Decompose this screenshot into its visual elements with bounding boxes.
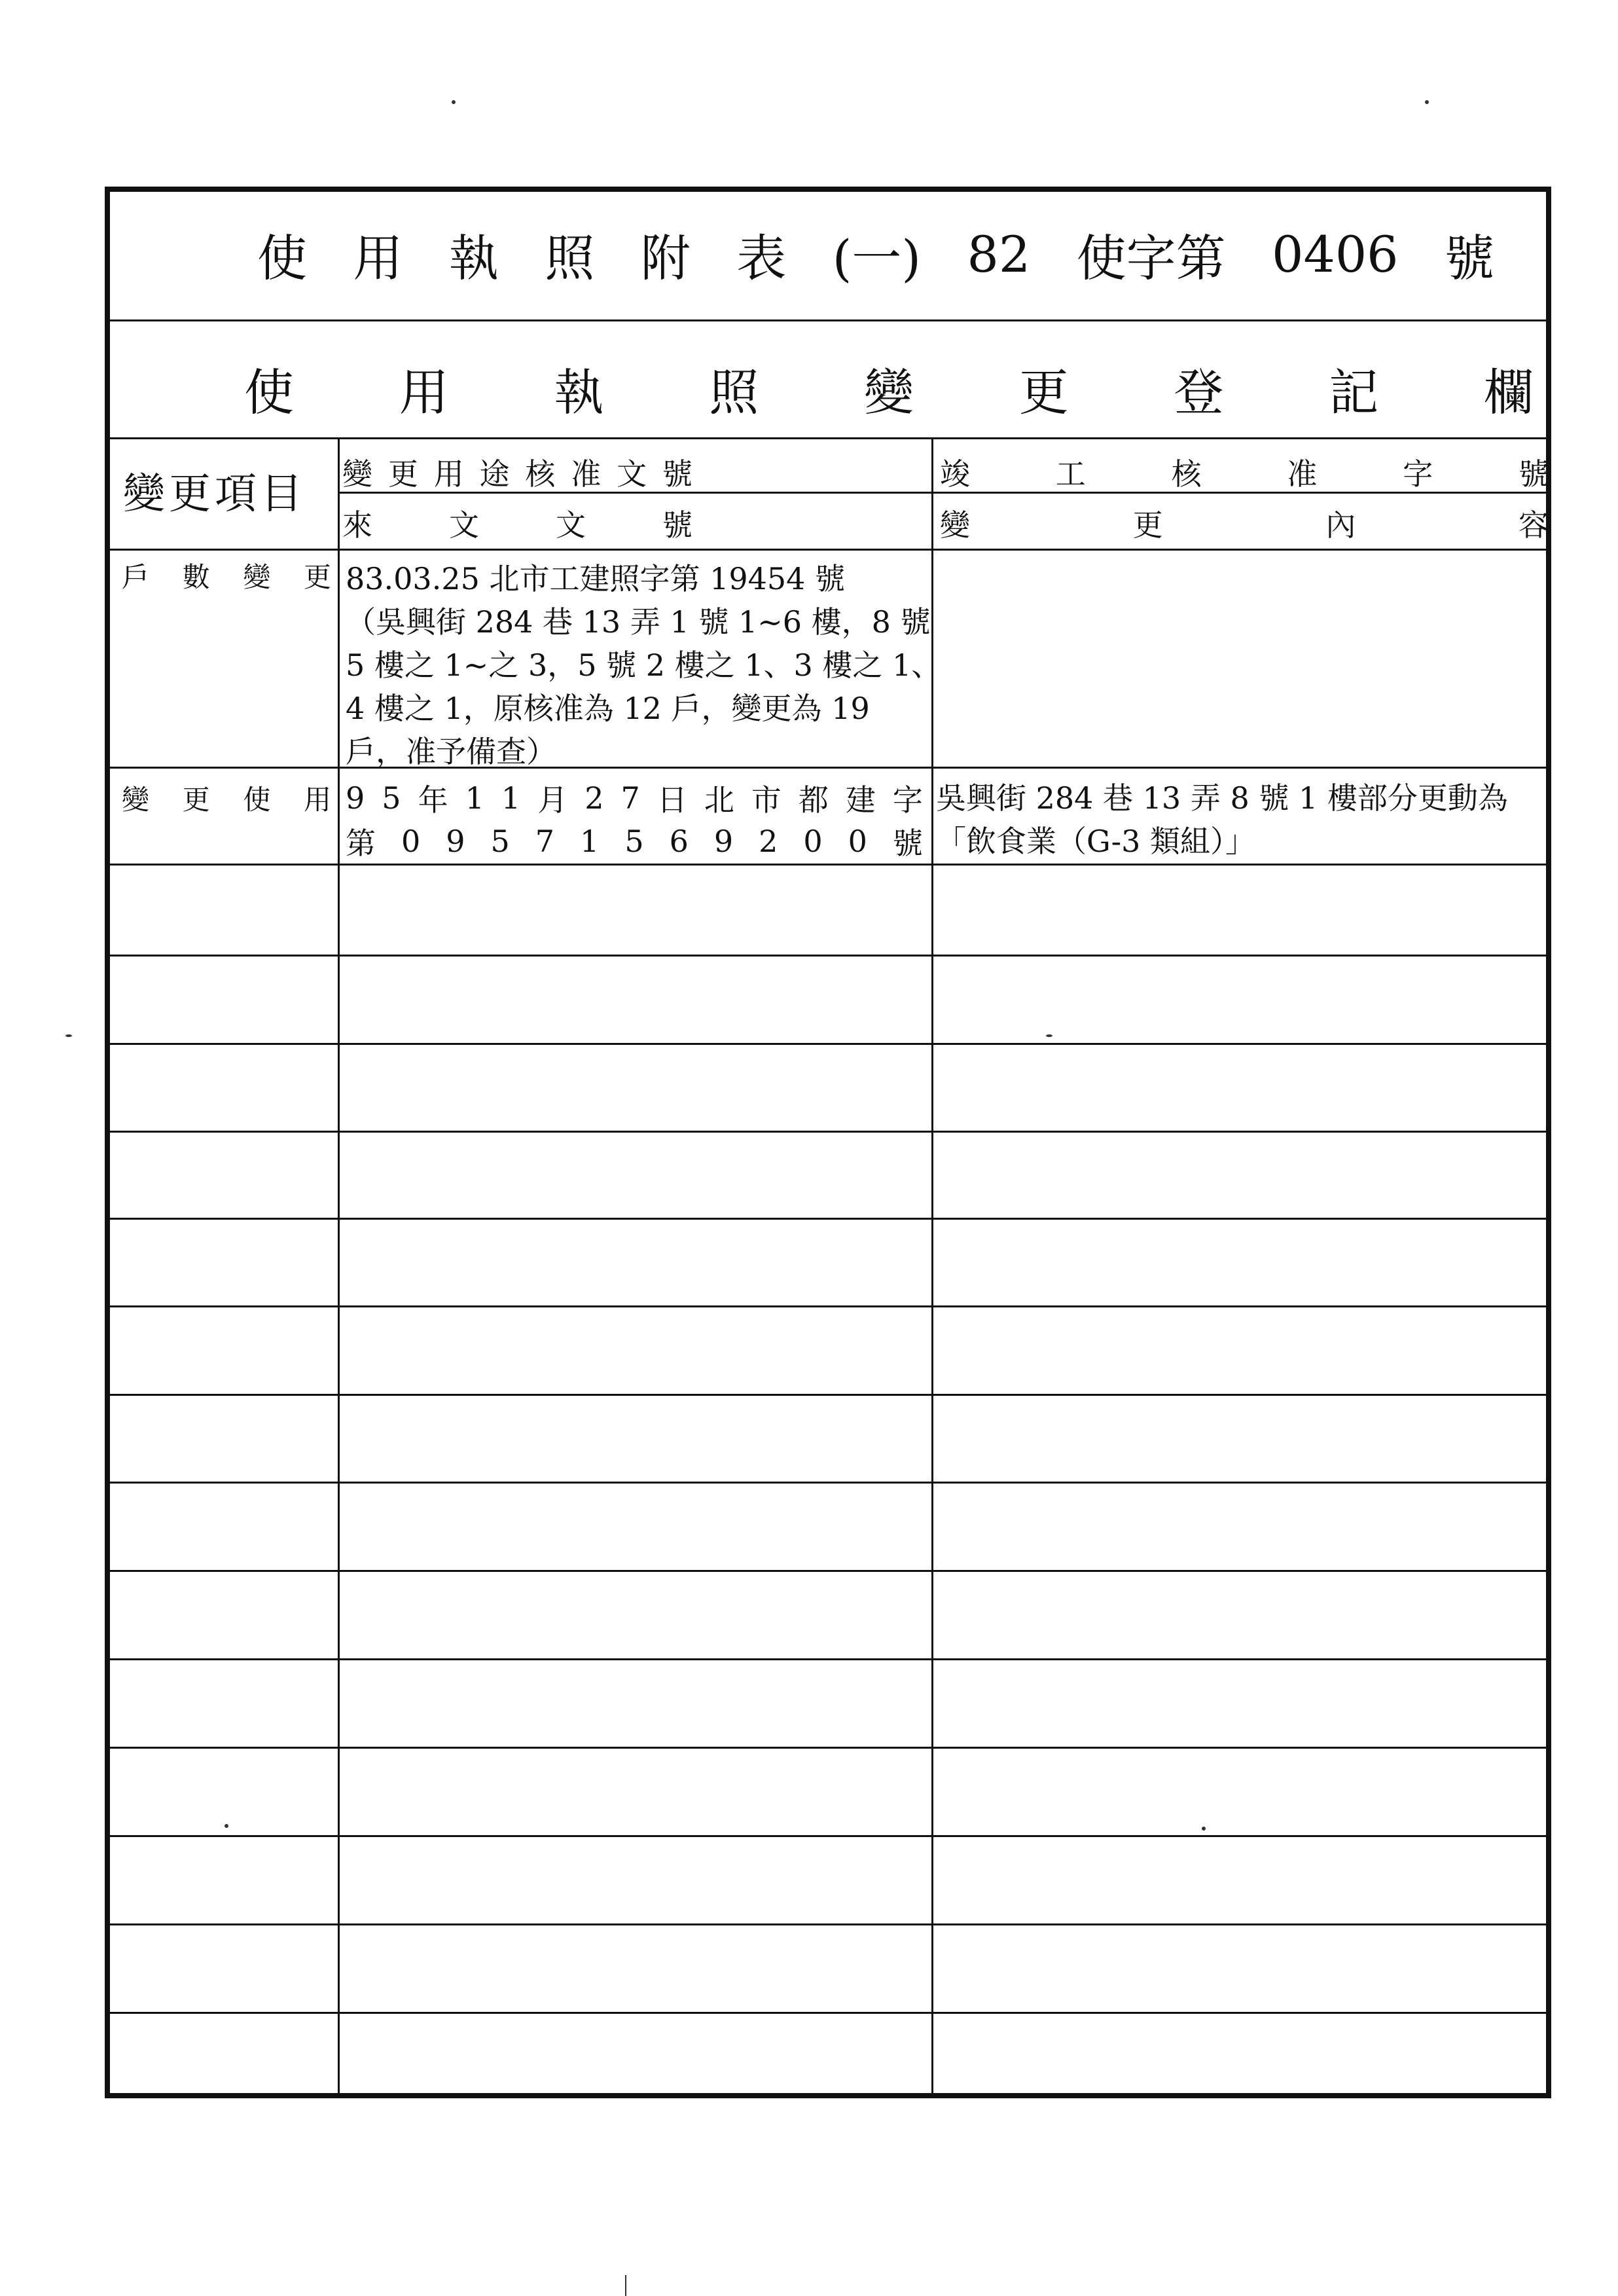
document-glyph: 北	[704, 782, 734, 818]
section-title-glyph: 登	[1174, 363, 1224, 422]
document-glyph: 2	[759, 824, 778, 859]
row-item-household	[122, 557, 331, 594]
row-content-use-change	[936, 776, 1545, 863]
title-glyph: (一)	[832, 228, 922, 287]
row-document-use-change	[346, 776, 923, 863]
row-item-glyph: 更	[182, 784, 210, 816]
header-glyph: 變	[940, 507, 970, 543]
document-glyph: 9	[346, 780, 365, 816]
header-glyph: 更	[1132, 507, 1163, 543]
header-glyph: 准	[1287, 456, 1318, 492]
title-glyph: 82	[967, 225, 1031, 283]
content-line: 「飲食業（G-3 類組）」	[936, 824, 1256, 859]
scan-speck	[452, 100, 456, 104]
divider	[110, 319, 1546, 321]
header-glyph: 內	[1325, 507, 1356, 543]
divider	[110, 437, 1546, 439]
row-item-glyph: 變	[122, 784, 150, 816]
section-title-glyph: 照	[709, 363, 759, 422]
document-glyph: 1	[501, 780, 521, 816]
divider	[110, 955, 1546, 957]
divider	[110, 1305, 1546, 1307]
header-glyph: 號	[662, 456, 692, 492]
scan-speck	[1425, 100, 1429, 104]
header-completion-number	[940, 452, 1549, 492]
header-approval-number	[342, 452, 692, 492]
row-item-glyph: 用	[303, 784, 331, 816]
document-line	[346, 820, 923, 863]
title-glyph: 執	[448, 228, 499, 287]
column-line	[338, 437, 340, 2093]
document-glyph: 市	[751, 782, 782, 818]
header-glyph: 用	[433, 456, 464, 492]
divider	[110, 1923, 1546, 1925]
header-incoming-document	[342, 503, 692, 543]
divider	[110, 1043, 1546, 1045]
document-glyph: 5	[382, 780, 401, 816]
document-line	[346, 776, 923, 820]
document-glyph: 都	[798, 782, 829, 818]
title-glyph: 號	[1444, 228, 1494, 287]
title-glyph: 附	[640, 228, 691, 287]
document-glyph: 7	[535, 824, 555, 859]
row-item-glyph: 更	[303, 561, 331, 593]
divider	[110, 864, 1546, 866]
title-glyph: 用	[353, 228, 403, 287]
document-glyph: 5	[624, 824, 644, 859]
row-item-glyph: 使	[243, 784, 271, 816]
row-item-glyph: 數	[182, 561, 210, 593]
section-title-glyph: 執	[554, 363, 604, 422]
form-frame	[105, 187, 1551, 2098]
document-glyph: 6	[669, 824, 689, 859]
header-change-content	[940, 503, 1549, 543]
header-glyph: 字	[1403, 456, 1433, 492]
document-glyph: 日	[656, 782, 687, 818]
scan-speck	[1046, 1034, 1052, 1037]
document-glyph: 第	[346, 826, 376, 861]
row-document-household	[346, 557, 942, 773]
divider	[110, 1394, 1546, 1396]
divider	[110, 549, 1546, 551]
scan-speck	[225, 1824, 228, 1828]
document-glyph: 2	[584, 780, 604, 816]
document-glyph: 5	[490, 824, 510, 859]
document-glyph: 9	[446, 824, 465, 859]
title-glyph: 使字第	[1076, 228, 1226, 287]
scan-speck	[65, 1034, 72, 1037]
section-title-glyph: 欄	[1484, 363, 1534, 422]
document-line: （吳興街 284 巷 13 弄 1 號 1~6 樓，8 號	[346, 604, 931, 640]
document-glyph: 0	[803, 824, 823, 859]
header-glyph: 核	[525, 456, 556, 492]
header-glyph: 文	[556, 507, 586, 543]
divider	[110, 1747, 1546, 1749]
title-glyph: 使	[257, 228, 307, 287]
row-item-use-change	[122, 780, 331, 816]
document-glyph: 0	[401, 824, 421, 859]
document-glyph: 9	[713, 824, 734, 859]
document-line: 5 樓之 1~之 3，5 號 2 樓之 1、3 樓之 1、	[346, 647, 942, 683]
scan-speck	[1202, 1827, 1206, 1831]
divider	[110, 2012, 1546, 2014]
section-title-glyph: 更	[1018, 363, 1069, 422]
divider	[110, 1131, 1546, 1133]
document-glyph: 建	[845, 782, 876, 818]
document-line: 83.03.25 北市工建照字第 19454 號	[346, 561, 846, 596]
header-glyph: 竣	[940, 456, 970, 492]
section-title-glyph: 用	[399, 363, 449, 422]
section-title-glyph: 使	[244, 363, 294, 422]
header-glyph: 來	[342, 507, 372, 543]
divider	[110, 767, 1546, 769]
scan-speck	[625, 2275, 626, 2296]
header-glyph: 文	[449, 507, 479, 543]
divider	[110, 1218, 1546, 1220]
document-line: 4 樓之 1，原核准為 12 戶，變更為 19	[346, 691, 870, 726]
section-title-glyph: 記	[1329, 363, 1379, 422]
document-glyph: 1	[465, 780, 484, 816]
document-glyph: 字	[892, 782, 923, 818]
divider	[110, 1835, 1546, 1837]
document-glyph: 號	[892, 826, 923, 861]
divider	[110, 1570, 1546, 1572]
header-glyph: 更	[387, 456, 418, 492]
column-line	[931, 437, 933, 2093]
header-glyph: 容	[1518, 507, 1549, 543]
divider	[110, 1482, 1546, 1484]
row-item-glyph: 變	[243, 561, 271, 593]
document-glyph: 0	[848, 824, 867, 859]
title-glyph: 照	[545, 228, 595, 287]
document-glyph: 1	[580, 824, 600, 859]
document-line: 戶，准予備查）	[346, 734, 556, 769]
content-line: 吳興街 284 巷 13 弄 8 號 1 樓部分更動為	[936, 780, 1508, 816]
section-title-glyph: 變	[864, 363, 914, 422]
header-glyph: 准	[571, 456, 602, 492]
header-change-item: 變更項目	[123, 470, 306, 519]
header-glyph: 文	[617, 456, 647, 492]
header-glyph: 工	[1055, 456, 1086, 492]
title-glyph: 表	[736, 228, 787, 287]
header-glyph: 核	[1171, 456, 1202, 492]
title-glyph: 0406	[1272, 225, 1399, 283]
section-title	[244, 352, 1534, 424]
header-glyph: 號	[1518, 456, 1549, 492]
header-glyph: 途	[479, 456, 510, 492]
divider	[338, 492, 1546, 494]
row-item-glyph: 戶	[122, 561, 150, 593]
header-glyph: 號	[662, 507, 692, 543]
document-glyph: 7	[620, 780, 640, 816]
header-glyph: 變	[342, 456, 372, 492]
form-title	[257, 218, 1494, 290]
document-glyph: 月	[537, 782, 568, 818]
document-glyph: 年	[418, 782, 448, 818]
divider	[110, 1658, 1546, 1660]
